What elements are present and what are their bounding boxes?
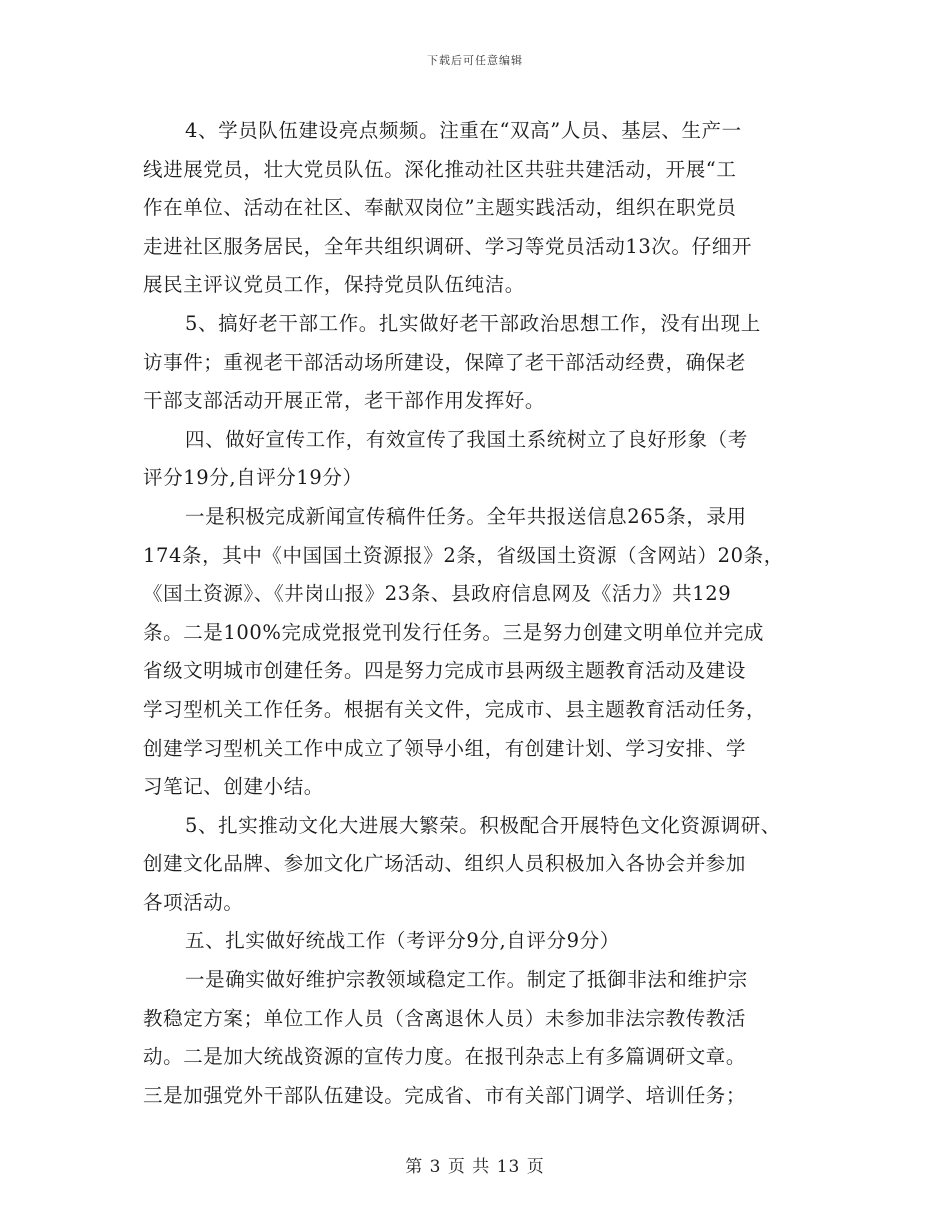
text-line: 5、扎实推动文化大进展大繁荣。积极配合开展特色文化资源调研、 bbox=[185, 813, 781, 837]
text-line: 创建学习型机关工作中成立了领导小组，有创建计划、学习安排、学 bbox=[143, 736, 747, 760]
text-line: 四、做好宣传工作，有效宣传了我国土系统树立了良好形象（考 bbox=[185, 427, 748, 451]
text-line: 评分19分,自评分19分） bbox=[143, 466, 363, 490]
text-line: 作在单位、活动在社区、奉献双岗位”主题实践活动，组织在职党员 bbox=[143, 196, 737, 220]
text-line: 习笔记、创建小结。 bbox=[143, 775, 324, 799]
page-footer: 第 3 页 共 13 页 bbox=[405, 1157, 545, 1177]
text-line: 4、学员队伍建设亮点频频。注重在“双高”人员、基层、生产一 bbox=[185, 119, 742, 142]
text-line: 访事件；重视老干部活动场所建设，保障了老干部活动经费，确保老 bbox=[143, 350, 747, 374]
text-line: 5、搞好老干部工作。扎实做好老干部政治思想工作，没有出现上 bbox=[185, 311, 761, 335]
text-line: 《国土资源》、《井岗山报》23条、县政府信息网及《活力》共129 bbox=[143, 582, 732, 606]
text-line: 干部支部活动开展正常，老干部作用发挥好。 bbox=[143, 389, 546, 413]
text-line: 线进展党员，壮大党员队伍。深化推动社区共驻共建活动，开展“工 bbox=[143, 157, 737, 181]
text-line: 创建文化品牌、参加文化广场活动、组织人员积极加入各协会并参加 bbox=[143, 852, 747, 876]
text-line: 展民主评议党员工作，保持党员队伍纯洁。 bbox=[143, 273, 525, 297]
text-line: 三是加强党外干部队伍建设。完成省、市有关部门调学、培训任务； bbox=[143, 1083, 747, 1107]
text-line: 学习型机关工作任务。根据有关文件，完成市、县主题教育活动任务， bbox=[143, 697, 767, 721]
text-line: 走进社区服务居民，全年共组织调研、学习等党员活动13次。仔细开 bbox=[143, 234, 752, 258]
text-line: 教稳定方案；单位工作人员（含离退休人员）未参加非法宗教传教活 bbox=[143, 1006, 747, 1030]
page-header: 下载后可任意编辑 bbox=[427, 54, 523, 67]
text-line: 一是确实做好维护宗教领域稳定工作。制定了抵御非法和维护宗 bbox=[185, 968, 748, 992]
document-body bbox=[143, 112, 823, 1115]
text-line: 各项活动。 bbox=[143, 890, 244, 914]
text-line: 174条，其中《中国国土资源报》2条，省级国土资源（含网站）20条， bbox=[143, 543, 784, 567]
text-line: 省级文明城市创建任务。四是努力完成市县两级主题教育活动及建设 bbox=[143, 659, 747, 683]
text-line: 一是积极完成新闻宣传稿件任务。全年共报送信息265条，录用 bbox=[185, 504, 747, 528]
text-line: 动。二是加大统战资源的宣传力度。在报刊杂志上有多篇调研文章。 bbox=[143, 1045, 747, 1069]
text-line: 条。二是100%完成党报党刊发行任务。三是努力创建文明单位并完成 bbox=[143, 620, 764, 644]
text-line: 五、扎实做好统战工作（考评分9分,自评分9分） bbox=[185, 929, 620, 953]
